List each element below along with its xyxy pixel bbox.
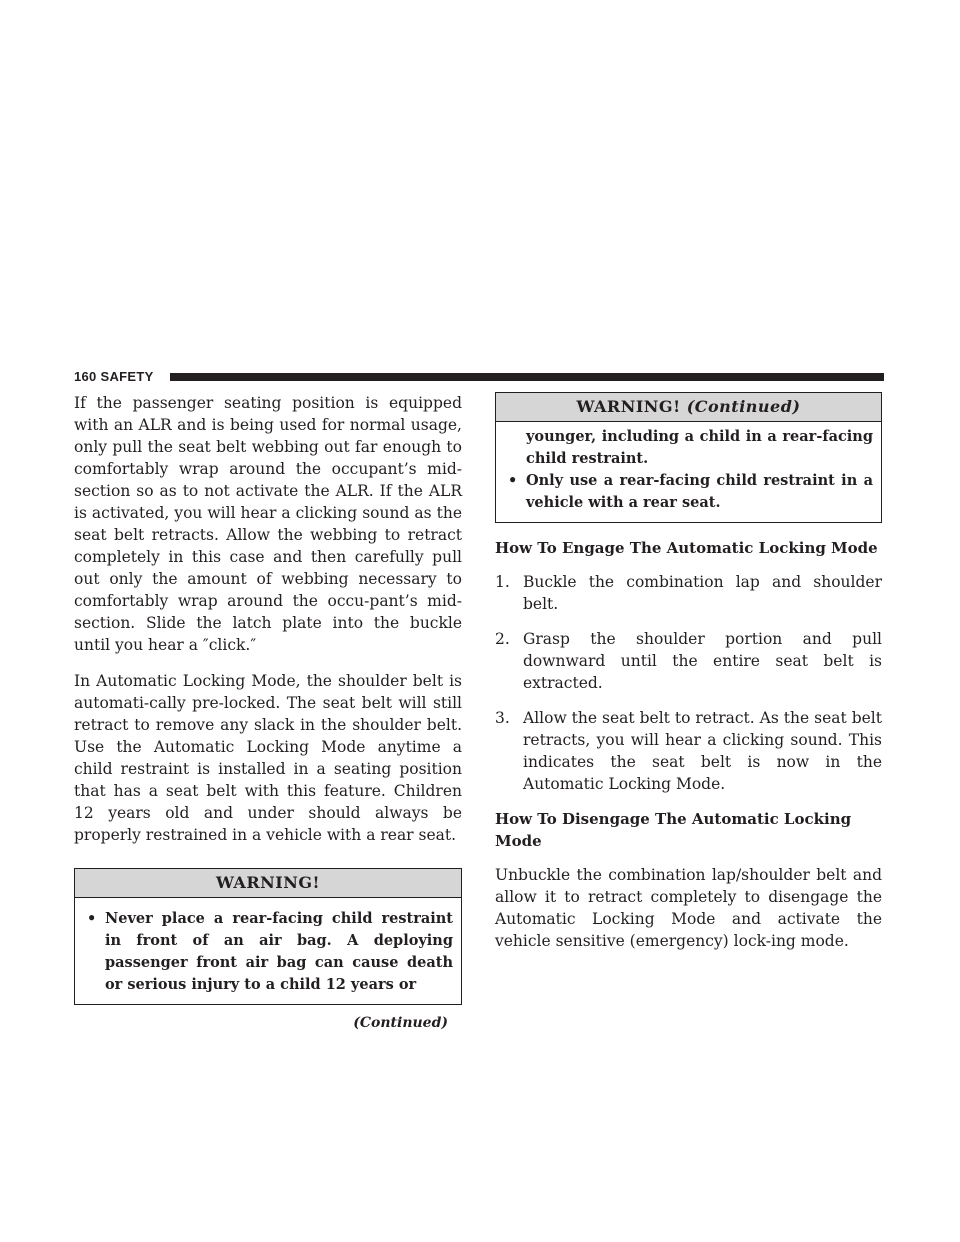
warning-continued-text: younger, including a child in a rear-facing child restraint. xyxy=(526,428,873,467)
step-number: 2. xyxy=(495,630,510,648)
paragraph-alr-usage: If the passenger seating position is equipped with an ALR and is being used for normal usage, only pull the seat belt webbing out far enough to comfortably wrap around the occupant’s mid-section so as to not activate the ALR. If the ALR is activated, you will hear a clicking sound as the seat belt retracts. Allow the webbing to retract completely in this case and then carefully pull out only the amount of webbing necessary to comfortably wrap around the occu-pant’s mid-section. Slide the latch plate into the buckle until you hear a ″click.″ xyxy=(74,394,462,654)
warning-box xyxy=(74,868,462,1005)
warning-title-text: WARNING! xyxy=(215,873,321,892)
warning-item-text: Only use a rear-facing child restraint in a vehicle with a rear seat. xyxy=(526,472,873,511)
page-header xyxy=(74,370,884,384)
step-item xyxy=(495,707,882,795)
heading-disengage: How To Disengage The Automatic Locking Mode xyxy=(495,810,852,850)
step-text: Grasp the shoulder portion and pull downward until the entire seat belt is extracted. xyxy=(523,630,882,692)
warning-body-continued xyxy=(496,422,881,522)
bullet-icon: • xyxy=(87,910,97,927)
step-item xyxy=(495,628,882,694)
warning-title-continued-text: (Continued) xyxy=(686,397,801,416)
paragraph-disengage: Unbuckle the combination lap/shoulder belt and allow it to retract completely to disengage the Automatic Locking Mode and activate the vehicle sensitive (emergency) lock-ing mode. xyxy=(495,866,882,950)
left-column xyxy=(74,392,462,1031)
page-number-section: 160 SAFETY xyxy=(74,369,154,384)
warning-title-text: WARNING! xyxy=(576,397,681,416)
warning-box-continued xyxy=(495,392,882,523)
step-number: 1. xyxy=(495,573,510,591)
warning-item xyxy=(83,908,453,996)
heading-engage: How To Engage The Automatic Locking Mode xyxy=(495,539,878,557)
right-column xyxy=(495,392,882,966)
warning-title-continued xyxy=(496,393,881,422)
step-text: Allow the seat belt to retract. As the seat belt retracts, you will hear a clicking sound. This indicates the seat belt is now in the Automatic Locking Mode. xyxy=(523,709,882,793)
warning-body xyxy=(75,898,461,1004)
step-text: Buckle the combination lap and shoulder belt. xyxy=(523,573,882,613)
warning-item-text: Never place a rear-facing child restraint in front of an air bag. A deploying passenger front air bag can cause death or serious injury to a child 12 years or xyxy=(105,910,453,993)
step-item xyxy=(495,571,882,615)
continued-label: (Continued) xyxy=(353,1015,448,1031)
paragraph-automatic-locking: In Automatic Locking Mode, the shoulder belt is automati-cally pre-locked. The seat belt will still retract to remove any slack in the shoulder belt. Use the Automatic Locking Mode anytime a child restraint is installed in a seating position that has a seat belt with this feature. Children 12 years old and under should always be properly restrained in a vehicle with a rear seat. xyxy=(74,672,462,844)
step-number: 3. xyxy=(495,709,510,727)
warning-title xyxy=(75,869,461,898)
warning-item xyxy=(504,470,873,514)
header-rule xyxy=(170,373,884,381)
bullet-icon: • xyxy=(508,472,518,489)
